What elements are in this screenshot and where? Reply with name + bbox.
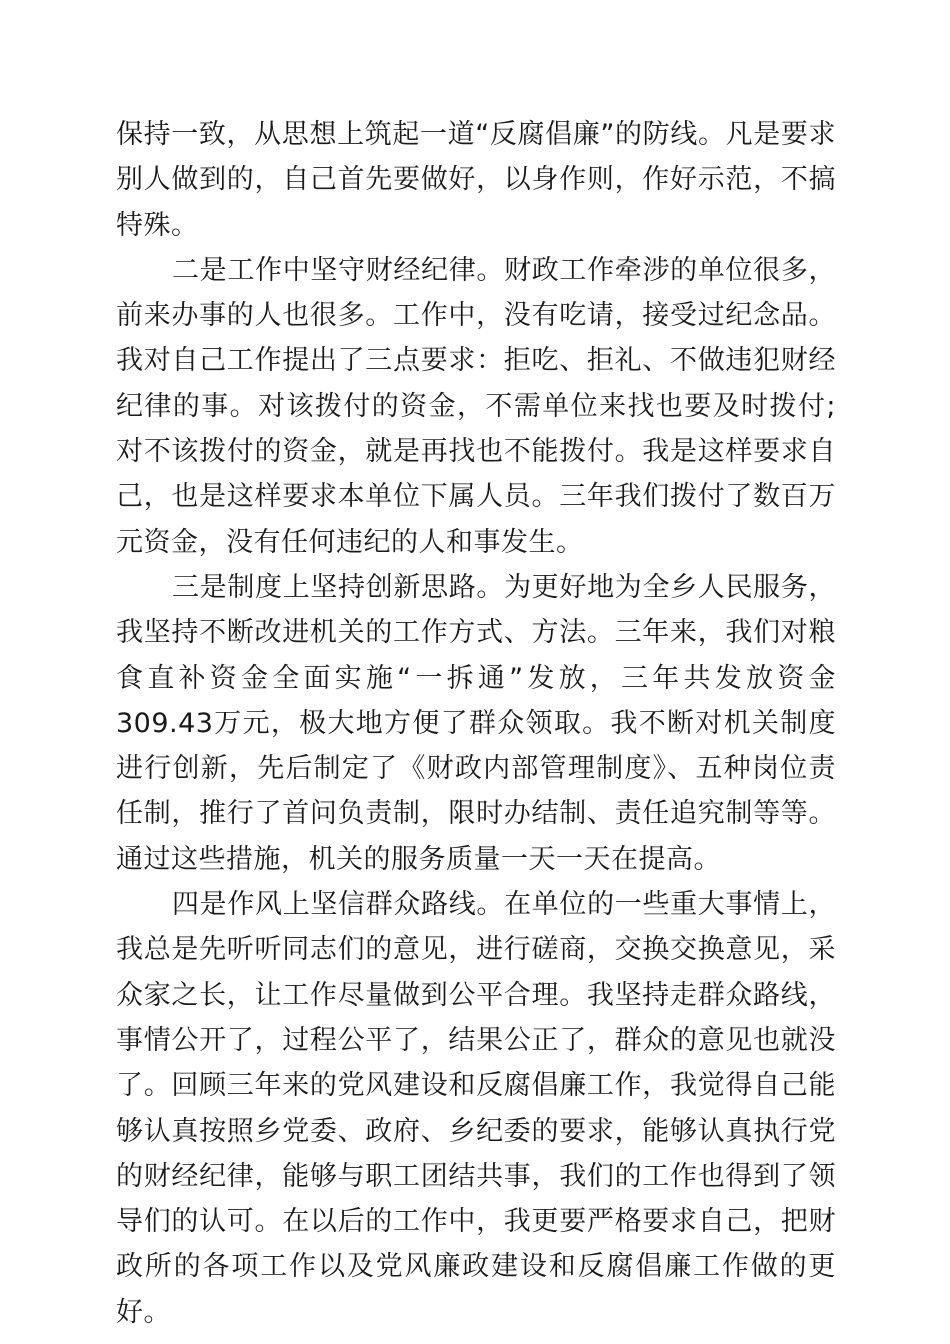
paragraph-3: 三是制度上坚持创新思路。为更好地为全乡人民服务，我坚持不断改进机关的工作方式、方法。三年来，我们对粮食直补资金全面实施“一拆通”发放，三年共发放资金309.43万元，极大地方便了群众领取。我不断对机关制度进行创新，先后制定了《财政内部管理制度》、五种岗位责任制，推行了首问负责制，限时办结制、责任追究制等等。通过这些措施，机关的服务质量一天一天在提高。: [116, 571, 836, 875]
paragraph-4: 四是作风上坚信群众路线。在单位的一些重大事情上，我总是先听听同志们的意见，进行磋商，交换交换意见，采众家之长，让工作尽量做到公平合理。我坚持走群众路线，事情公开了，过程公平了，结果公正了，群众的意见也就没了。回顾三年来的党风建设和反腐倡廉工作，我觉得自己能够认真按照乡党委、政府、乡纪委的要求，能够认真执行党的财经纪律，能够与职工团结共事，我们的工作也得到了领导们的认可。在以后的工作中，我更要严格要求自己，把财政所的各项工作以及党风廉政建设和反腐倡廉工作做的更好。: [116, 889, 836, 1328]
paragraph-1: 保持一致，从思想上筑起一道“反腐倡廉”的防线。凡是要求别人做到的，自己首先要做好，以身作则，作好示范，不搞特殊。: [116, 119, 836, 241]
document-page: [116, 112, 836, 1335]
paragraph-2: 二是工作中坚守财经纪律。财政工作牵涉的单位很多，前来办事的人也很多。工作中，没有吃请，接受过纪念品。我对自己工作提出了三点要求：拒吃、拒礼、不做违犯财经纪律的事。对该拨付的资金，不需单位来找也要及时拨付;对不该拨付的资金，就是再找也不能拨付。我是这样要求自己，也是这样要求本单位下属人员。三年我们拨付了数百万元资金，没有任何违纪的人和事发生。: [116, 254, 836, 558]
